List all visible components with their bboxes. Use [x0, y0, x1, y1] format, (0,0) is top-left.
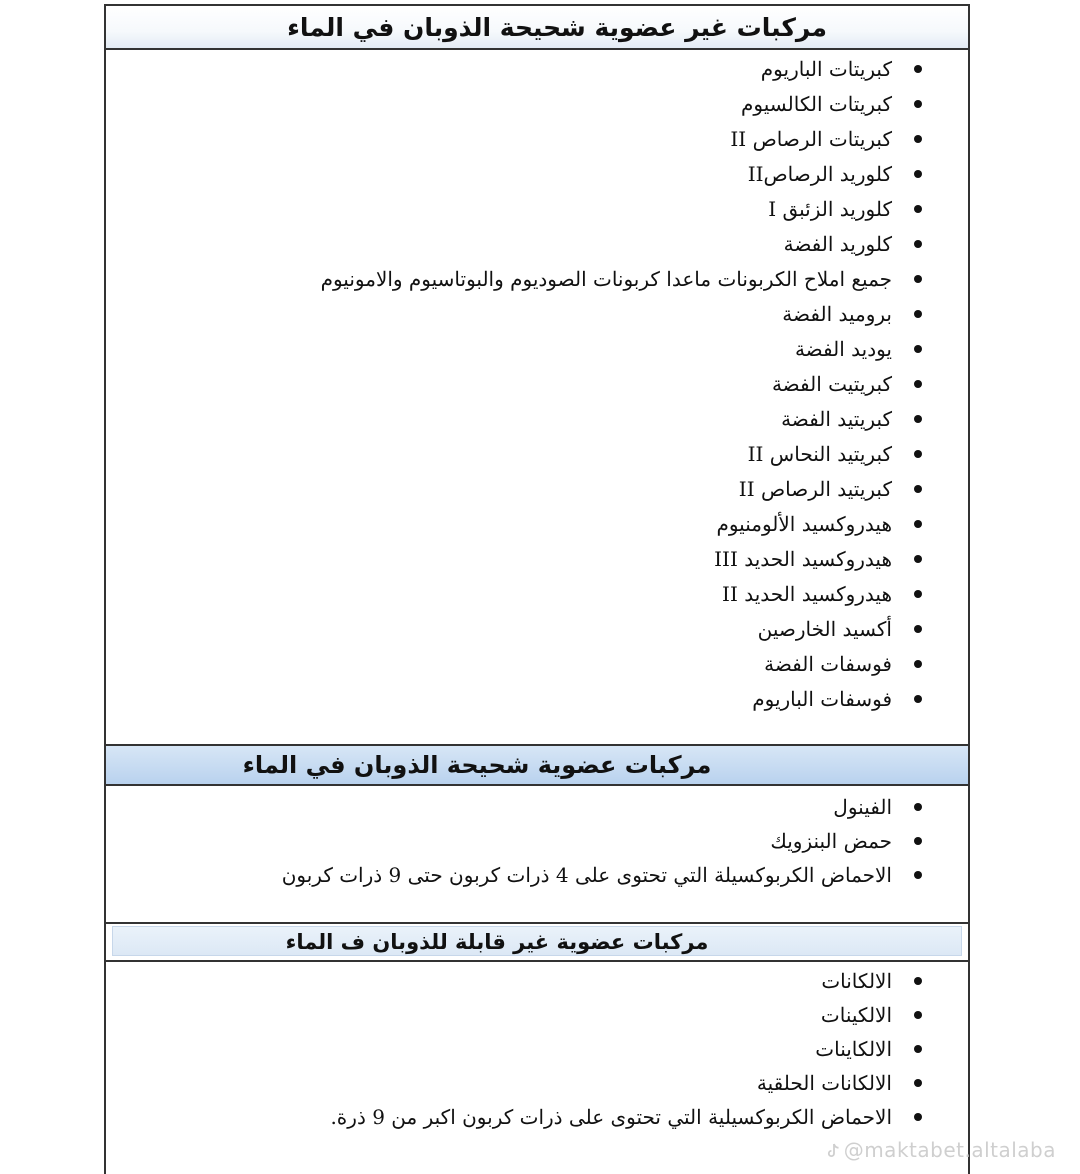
bullet-icon	[914, 1011, 922, 1019]
list-item: كلوريد الرصاصII	[321, 163, 928, 198]
list-item: كلوريد الزئبق I	[321, 198, 928, 233]
section-title: مركبات غير عضوية شحيحة الذوبان في الماء	[287, 12, 827, 42]
list-item: كبريتات الباريوم	[321, 58, 928, 93]
section-title: مركبات عضوية شحيحة الذوبان في الماء	[242, 751, 712, 779]
list-item: الفينول	[282, 796, 928, 830]
bullet-icon	[914, 695, 922, 703]
bullet-icon	[914, 380, 922, 388]
section-title: مركبات عضوية غير قابلة للذوبان ف الماء	[285, 930, 709, 954]
section-header-inorganic-slightly-soluble	[106, 6, 968, 50]
bullet-icon	[914, 100, 922, 108]
bullet-icon	[914, 205, 922, 213]
list-item: كبريتيد النحاس II	[321, 443, 928, 478]
list-item: هيدروكسيد الألومنيوم	[321, 513, 928, 548]
list-item: بروميد الفضة	[321, 303, 928, 338]
document-sheet	[104, 4, 970, 1174]
bullet-icon	[914, 837, 922, 845]
list-organic-slightly-soluble	[282, 796, 928, 898]
bullet-icon	[914, 275, 922, 283]
list-organic-insoluble	[330, 970, 928, 1140]
section-header-organic-slightly-soluble	[106, 744, 968, 786]
bullet-icon	[914, 803, 922, 811]
list-item: حمض البنزويك	[282, 830, 928, 864]
list-item: الاحماض الكربوكسيلة التي تحتوى على 4 ذرات كربون حتى 9 ذرات كربون	[282, 864, 928, 898]
bullet-icon	[914, 625, 922, 633]
bullet-icon	[914, 977, 922, 985]
list-item: يوديد الفضة	[321, 338, 928, 373]
list-item: الالكانات	[330, 970, 928, 1004]
tiktok-icon	[826, 1143, 840, 1159]
bullet-icon	[914, 65, 922, 73]
list-item: الالكينات	[330, 1004, 928, 1038]
list-item: الالكانات الحلقية	[330, 1072, 928, 1106]
bullet-icon	[914, 660, 922, 668]
bullet-icon	[914, 520, 922, 528]
list-item: كلوريد الفضة	[321, 233, 928, 268]
list-item: الالكاينات	[330, 1038, 928, 1072]
bullet-icon	[914, 135, 922, 143]
bullet-icon	[914, 590, 922, 598]
bullet-icon	[914, 555, 922, 563]
bullet-icon	[914, 1079, 922, 1087]
bullet-icon	[914, 1113, 922, 1121]
bullet-icon	[914, 450, 922, 458]
list-item: كبريتيت الفضة	[321, 373, 928, 408]
list-item: هيدروكسيد الحديد III	[321, 548, 928, 583]
list-item: كبريتات الكالسيوم	[321, 93, 928, 128]
list-item: فوسفات الباريوم	[321, 688, 928, 723]
list-item: كبريتات الرصاص II	[321, 128, 928, 163]
list-item: الاحماض الكربوكسيلية التي تحتوى على ذرات كربون اكبر من 9 ذرة.	[330, 1106, 928, 1140]
list-item: كبريتيد الرصاص II	[321, 478, 928, 513]
list-item: هيدروكسيد الحديد II	[321, 583, 928, 618]
watermark-text: @maktabet.altalaba	[843, 1138, 1056, 1162]
bullet-icon	[914, 1045, 922, 1053]
bullet-icon	[914, 240, 922, 248]
list-item: أكسيد الخارصين	[321, 618, 928, 653]
list-item: جميع املاح الكربونات ماعدا كربونات الصوديوم والبوتاسيوم والامونيوم	[321, 268, 928, 303]
list-item: فوسفات الفضة	[321, 653, 928, 688]
bullet-icon	[914, 871, 922, 879]
list-inorganic-slightly-soluble	[321, 58, 928, 723]
bullet-icon	[914, 415, 922, 423]
list-item: كبريتيد الفضة	[321, 408, 928, 443]
bullet-icon	[914, 170, 922, 178]
section-header-organic-insoluble	[106, 922, 968, 962]
bullet-icon	[914, 485, 922, 493]
watermark	[826, 1138, 1056, 1162]
bullet-icon	[914, 345, 922, 353]
bullet-icon	[914, 310, 922, 318]
